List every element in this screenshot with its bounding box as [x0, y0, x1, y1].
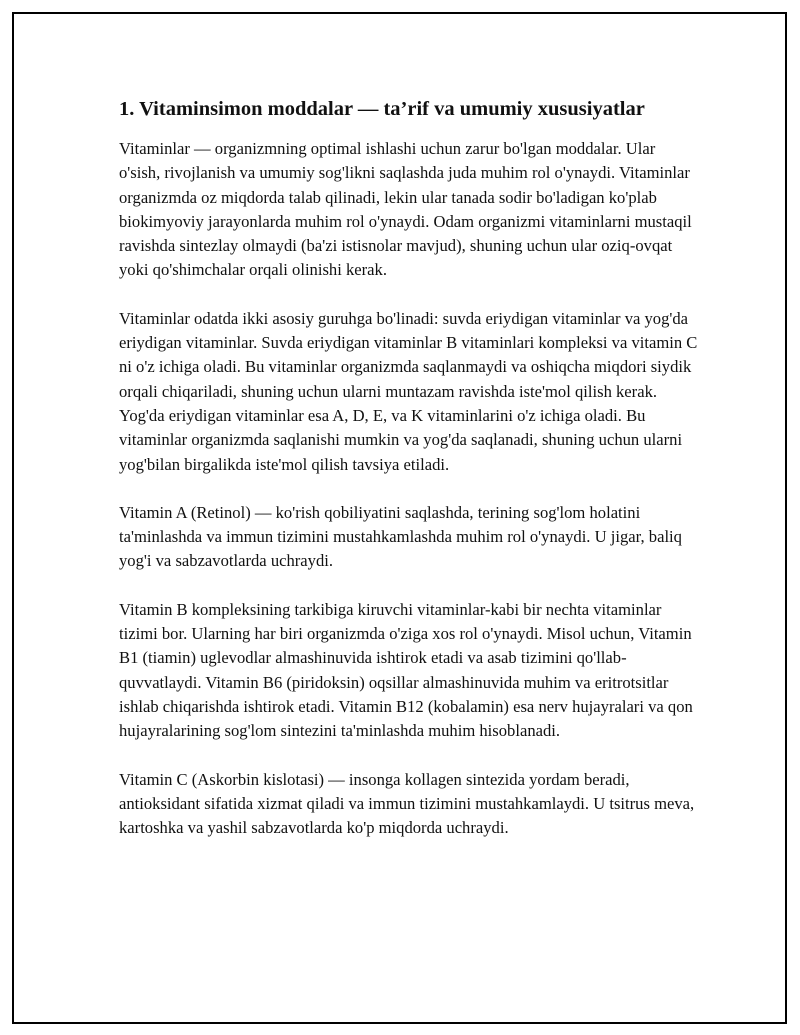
paragraph-intro: Vitaminlar — organizmning optimal ishlashi uchun zarur bo'lgan moddalar. Ular o'sish, rivojlanish va umumiy sog'likni saqlashda juda muhim rol o'ynaydi. Vitaminlar organizmda oz miqdorda talab qilinadi, lekin ular tanada sodir bo'ladigan ko'plab biokimyoviy jarayonlarda muhim rol o'ynaydi. Odam organizmi vitaminlarni mustaqil ravishda sintezlay olmaydi (ba'zi istisnolar mavjud), shuning uchun ular oziq-ovqat yoki qo'shimchalar orqali olinishi kerak. [119, 139, 692, 280]
paragraph-vitamin-a: Vitamin A (Retinol) — ko'rish qobiliyatini saqlashda, terining sog'lom holatini ta'minlashda va immun tizimini mustahkamlashda muhim rol o'ynaydi. U jigar, baliq yog'i va sabzavotlarda uchraydi. [119, 502, 682, 571]
paragraph-vitamin-groups: Vitaminlar odatda ikki asosiy guruhga bo'linadi: suvda eriydigan vitaminlar va yog'da eriydigan vitaminlar. Suvda eriydigan vitaminlar B vitaminlari kompleksi va vitamin C ni o'z ichiga oladi. Bu vitaminlar organizmda saqlanmaydi va oshiqcha miqdori siydik orqali chiqariladi, shuning uchun ularni muntazam ravishda iste'mol qilish kerak. Yog'da eriydigan vitaminlar esa A, D, E, va K vitaminlarini o'z ichiga oladi. Bu vitaminlar organizmda saqlanishi mumkin va yog'da saqlanadi, shuning uchun ularni yog'bilan birgalikda iste'mol qilish tavsiya etiladi. [119, 308, 698, 474]
page-frame [12, 12, 787, 1024]
document-body [119, 94, 699, 864]
paragraph-vitamin-c: Vitamin C (Askorbin kislotasi) — insonga kollagen sintezida yordam beradi, antioksidant sifatida xizmat qiladi va immun tizimini mustahkamlaydi. U tsitrus meva, kartoshka va yashil sabzavotlarda ko'p miqdorda uchraydi. [119, 769, 695, 838]
section-title: 1. Vitaminsimon moddalar — ta’rif va umumiy xususiyatlar [119, 98, 645, 120]
paragraph-vitamin-b: Vitamin B kompleksining tarkibiga kiruvchi vitaminlar-kabi bir nechta vitaminlar tizimi bor. Ularning har biri organizmda o'ziga xos rol o'ynaydi. Misol uchun, Vitamin B1 (tiamin) uglevodlar almashinuvida ishtirok etadi va asab tizimini qo'llab-quvvatlaydi. Vitamin B6 (piridoksin) oqsillar almashinuvida muhim va eritrotsitlar ishlab chiqarishda ishtirok etadi. Vitamin B12 (kobalamin) esa nerv hujayralari va qon hujayralarining sog'lom sintezini ta'minlashda muhim hisoblanadi. [119, 599, 693, 741]
